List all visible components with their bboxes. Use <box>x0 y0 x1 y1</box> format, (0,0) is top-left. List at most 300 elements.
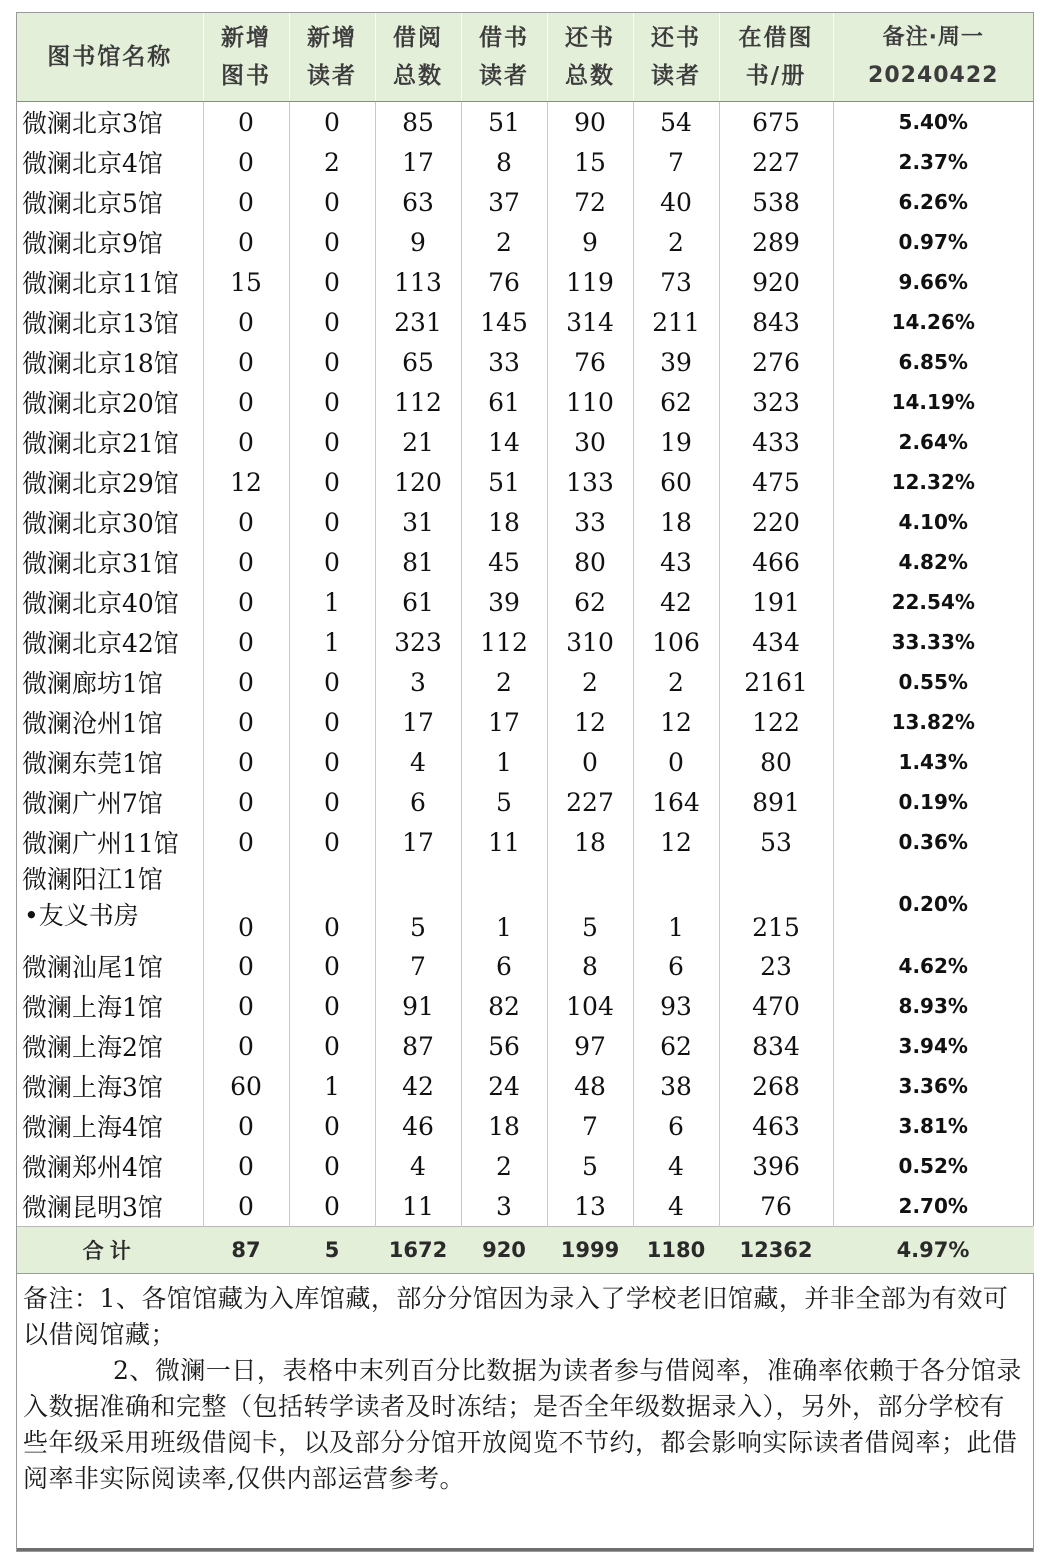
column-header-line: 借阅 <box>393 25 443 51</box>
table-row <box>17 862 1033 946</box>
cell-new-books: 0 <box>203 502 289 542</box>
cell-borrow-readers: 33 <box>461 342 547 382</box>
cell-return-total: 110 <box>547 382 633 422</box>
cell-new-books: 12 <box>203 462 289 502</box>
column-header-2 <box>289 13 375 102</box>
cell-on-loan: 675 <box>719 102 833 143</box>
cell-new-books: 0 <box>203 1106 289 1146</box>
cell-new-books: 15 <box>203 262 289 302</box>
cell-borrow-readers: 2 <box>461 662 547 702</box>
cell-borrow-rate: 13.82% <box>891 710 975 734</box>
cell-borrow-readers: 61 <box>461 382 547 422</box>
cell-return-readers: 6 <box>633 1106 719 1146</box>
library-name-cell <box>17 1186 203 1227</box>
cell-return-total: 0 <box>547 742 633 782</box>
cell-borrow-rate: 9.66% <box>898 270 968 294</box>
library-name-cell <box>17 582 203 622</box>
table-row <box>17 542 1033 582</box>
column-header-line: 图书 <box>221 63 271 89</box>
cell-borrow-total: 85 <box>375 102 461 143</box>
cell-new-readers: 0 <box>289 822 375 862</box>
table-row <box>17 822 1033 862</box>
report-frame <box>16 12 1034 1552</box>
library-name: 微澜北京18馆 <box>22 349 179 378</box>
cell-new-books: 0 <box>203 182 289 222</box>
cell-borrow-readers: 11 <box>461 822 547 862</box>
table-row <box>17 662 1033 702</box>
cell-return-readers: 42 <box>633 582 719 622</box>
cell-on-loan: 323 <box>719 382 833 422</box>
cell-new-books: 0 <box>203 946 289 986</box>
column-header-0 <box>17 13 203 102</box>
cell-borrow-rate: 12.32% <box>891 470 975 494</box>
library-name: 微澜廊坊1馆 <box>22 669 163 698</box>
cell-return-readers: 18 <box>633 502 719 542</box>
cell-new-books: 0 <box>203 702 289 742</box>
cell-return-readers: 60 <box>633 462 719 502</box>
cell-new-books: 0 <box>203 422 289 462</box>
cell-borrow-total: 61 <box>375 582 461 622</box>
table-row <box>17 1026 1033 1066</box>
cell-borrow-rate: 3.36% <box>898 1074 968 1098</box>
cell-borrow-readers: 1 <box>461 862 547 946</box>
cell-borrow-readers: 8 <box>461 142 547 182</box>
cell-borrow-total: 17 <box>375 822 461 862</box>
cell-return-total: 48 <box>547 1066 633 1106</box>
cell-return-readers: 2 <box>633 222 719 262</box>
cell-new-readers: 0 <box>289 422 375 462</box>
cell-new-readers: 0 <box>289 382 375 422</box>
cell-borrow-readers: 6 <box>461 946 547 986</box>
table-row <box>17 102 1033 143</box>
total-new-books: 87 <box>203 1227 289 1274</box>
cell-borrow-readers: 18 <box>461 1106 547 1146</box>
cell-return-readers: 4 <box>633 1146 719 1186</box>
cell-new-readers: 0 <box>289 1186 375 1227</box>
library-name-cell <box>17 986 203 1026</box>
cell-on-loan: 76 <box>719 1186 833 1227</box>
table-row <box>17 1106 1033 1146</box>
cell-return-total: 5 <box>547 1146 633 1186</box>
note-line-1: 备注：1、各馆馆藏为入库馆藏，部分分馆因为录入了学校老旧馆藏，并非全部为有效可以借阅馆藏； <box>23 1284 1009 1349</box>
cell-on-loan: 843 <box>719 302 833 342</box>
cell-new-readers: 0 <box>289 1146 375 1186</box>
cell-return-readers: 43 <box>633 542 719 582</box>
library-name-cell <box>17 1066 203 1106</box>
cell-on-loan: 227 <box>719 142 833 182</box>
cell-return-total: 18 <box>547 822 633 862</box>
cell-new-readers: 0 <box>289 102 375 143</box>
cell-borrow-readers: 3 <box>461 1186 547 1227</box>
library-name: 微澜广州7馆 <box>22 789 163 818</box>
library-name-cell <box>17 382 203 422</box>
table-row <box>17 502 1033 542</box>
total-return-readers: 1180 <box>633 1227 719 1274</box>
table-row <box>17 582 1033 622</box>
cell-borrow-rate: 14.26% <box>891 310 975 334</box>
cell-borrow-total: 7 <box>375 946 461 986</box>
cell-new-readers: 0 <box>289 502 375 542</box>
column-header-line: 图书馆名称 <box>47 44 173 70</box>
cell-new-readers: 0 <box>289 302 375 342</box>
cell-return-readers: 211 <box>633 302 719 342</box>
total-new-readers: 5 <box>289 1227 375 1274</box>
cell-borrow-rate: 4.10% <box>898 510 968 534</box>
cell-borrow-total: 4 <box>375 742 461 782</box>
cell-new-readers: 0 <box>289 986 375 1026</box>
cell-borrow-total: 87 <box>375 1026 461 1066</box>
library-name: 微澜北京11馆 <box>22 269 179 298</box>
cell-borrow-rate: 0.52% <box>898 1154 968 1178</box>
cell-borrow-readers: 18 <box>461 502 547 542</box>
library-name-cell <box>17 1146 203 1186</box>
library-name: 微澜北京30馆 <box>22 509 179 538</box>
cell-borrow-readers: 51 <box>461 102 547 143</box>
cell-borrow-rate: 4.62% <box>898 954 968 978</box>
cell-on-loan: 191 <box>719 582 833 622</box>
library-name: 微澜北京31馆 <box>22 549 179 578</box>
library-name-cell <box>17 502 203 542</box>
cell-return-readers: 7 <box>633 142 719 182</box>
cell-borrow-rate: 1.43% <box>898 750 968 774</box>
cell-new-readers: 0 <box>289 702 375 742</box>
cell-on-loan: 433 <box>719 422 833 462</box>
cell-borrow-rate: 6.26% <box>898 190 968 214</box>
library-name: 微澜东莞1馆 <box>22 749 163 778</box>
cell-return-total: 104 <box>547 986 633 1026</box>
library-name-cell <box>17 342 203 382</box>
cell-new-books: 0 <box>203 102 289 143</box>
library-name: 微澜北京3馆 <box>22 109 163 138</box>
cell-new-books: 60 <box>203 1066 289 1106</box>
library-name: 微澜北京21馆 <box>22 429 179 458</box>
cell-return-readers: 2 <box>633 662 719 702</box>
table-row <box>17 946 1033 986</box>
cell-new-readers: 1 <box>289 1066 375 1106</box>
cell-return-total: 97 <box>547 1026 633 1066</box>
library-name-cell <box>17 302 203 342</box>
cell-new-readers: 0 <box>289 742 375 782</box>
cell-borrow-readers: 14 <box>461 422 547 462</box>
table-row <box>17 1186 1033 1227</box>
cell-return-total: 13 <box>547 1186 633 1227</box>
table-row <box>17 1146 1033 1186</box>
cell-new-books: 0 <box>203 1026 289 1066</box>
library-name: 微澜昆明3馆 <box>22 1193 163 1222</box>
table-row <box>17 382 1033 422</box>
library-name-cell <box>17 462 203 502</box>
library-name-cell <box>17 782 203 822</box>
cell-return-readers: 39 <box>633 342 719 382</box>
library-name: 微澜北京40馆 <box>22 589 179 618</box>
total-borrow-total: 1672 <box>375 1227 461 1274</box>
cell-new-readers: 0 <box>289 342 375 382</box>
cell-on-loan: 475 <box>719 462 833 502</box>
cell-on-loan: 23 <box>719 946 833 986</box>
column-header-line: 总数 <box>565 63 615 89</box>
cell-borrow-total: 31 <box>375 502 461 542</box>
cell-on-loan: 920 <box>719 262 833 302</box>
cell-borrow-rate: 0.20% <box>898 892 968 916</box>
cell-borrow-total: 231 <box>375 302 461 342</box>
cell-new-readers: 0 <box>289 1026 375 1066</box>
cell-borrow-rate: 2.70% <box>898 1194 968 1218</box>
cell-new-books: 0 <box>203 222 289 262</box>
library-name: 微澜北京5馆 <box>22 189 163 218</box>
library-name-cell <box>17 182 203 222</box>
column-header-line: 还书 <box>651 25 701 51</box>
library-name: 微澜北京9馆 <box>22 229 163 258</box>
cell-return-total: 310 <box>547 622 633 662</box>
cell-borrow-total: 4 <box>375 1146 461 1186</box>
cell-return-total: 8 <box>547 946 633 986</box>
library-name: 微澜上海2馆 <box>22 1033 163 1062</box>
cell-return-total: 33 <box>547 502 633 542</box>
cell-new-readers: 1 <box>289 622 375 662</box>
cell-on-loan: 215 <box>719 862 833 946</box>
cell-on-loan: 470 <box>719 986 833 1026</box>
cell-new-readers: 0 <box>289 462 375 502</box>
cell-return-total: 9 <box>547 222 633 262</box>
cell-borrow-total: 3 <box>375 662 461 702</box>
cell-return-readers: 93 <box>633 986 719 1026</box>
cell-new-books: 0 <box>203 742 289 782</box>
cell-new-readers: 0 <box>289 946 375 986</box>
library-name-cell <box>17 422 203 462</box>
cell-on-loan: 434 <box>719 622 833 662</box>
total-return-total: 1999 <box>547 1227 633 1274</box>
cell-borrow-readers: 76 <box>461 262 547 302</box>
cell-borrow-rate: 3.94% <box>898 1034 968 1058</box>
cell-borrow-rate: 14.19% <box>891 390 975 414</box>
cell-new-readers: 0 <box>289 182 375 222</box>
column-header-5 <box>547 13 633 102</box>
total-rate: 4.97% <box>833 1227 1033 1274</box>
library-name-cell <box>17 862 203 946</box>
cell-borrow-rate: 0.19% <box>898 790 968 814</box>
cell-new-readers: 0 <box>289 262 375 302</box>
header-row <box>17 13 1033 102</box>
table-row <box>17 342 1033 382</box>
cell-on-loan: 463 <box>719 1106 833 1146</box>
table-row <box>17 1066 1033 1106</box>
cell-new-readers: 2 <box>289 142 375 182</box>
column-header-6 <box>633 13 719 102</box>
cell-new-books: 0 <box>203 542 289 582</box>
cell-return-readers: 164 <box>633 782 719 822</box>
library-name-cell <box>17 102 203 143</box>
cell-on-loan: 53 <box>719 822 833 862</box>
cell-borrow-total: 63 <box>375 182 461 222</box>
cell-new-books: 0 <box>203 1146 289 1186</box>
cell-borrow-total: 17 <box>375 142 461 182</box>
library-name-cell <box>17 742 203 782</box>
column-header-line: 读者 <box>479 63 529 89</box>
cell-return-readers: 19 <box>633 422 719 462</box>
cell-borrow-total: 46 <box>375 1106 461 1146</box>
cell-borrow-readers: 2 <box>461 1146 547 1186</box>
column-header-8 <box>833 13 1033 102</box>
cell-new-readers: 0 <box>289 222 375 262</box>
cell-on-loan: 268 <box>719 1066 833 1106</box>
cell-borrow-total: 6 <box>375 782 461 822</box>
cell-on-loan: 220 <box>719 502 833 542</box>
cell-return-total: 72 <box>547 182 633 222</box>
column-header-1 <box>203 13 289 102</box>
cell-return-readers: 12 <box>633 822 719 862</box>
cell-new-readers: 0 <box>289 662 375 702</box>
library-name: 微澜阳江1馆 <box>22 865 163 894</box>
cell-borrow-readers: 45 <box>461 542 547 582</box>
cell-return-total: 90 <box>547 102 633 143</box>
cell-borrow-rate: 33.33% <box>891 630 975 654</box>
cell-borrow-readers: 145 <box>461 302 547 342</box>
library-name-cell <box>17 222 203 262</box>
library-name: 微澜郑州4馆 <box>22 1153 163 1182</box>
cell-borrow-total: 17 <box>375 702 461 742</box>
cell-return-readers: 54 <box>633 102 719 143</box>
cell-borrow-rate: 6.85% <box>898 350 968 374</box>
cell-new-readers: 0 <box>289 782 375 822</box>
cell-new-books: 0 <box>203 382 289 422</box>
cell-borrow-readers: 39 <box>461 582 547 622</box>
cell-borrow-rate: 22.54% <box>891 590 975 614</box>
cell-new-books: 0 <box>203 142 289 182</box>
library-name-cell <box>17 142 203 182</box>
library-name-cell <box>17 1106 203 1146</box>
table-row <box>17 742 1033 782</box>
cell-on-loan: 538 <box>719 182 833 222</box>
column-header-4 <box>461 13 547 102</box>
library-name-cell <box>17 702 203 742</box>
cell-on-loan: 80 <box>719 742 833 782</box>
library-name-cell <box>17 542 203 582</box>
library-name: 微澜北京4馆 <box>22 149 163 178</box>
table-row <box>17 182 1033 222</box>
cell-on-loan: 834 <box>719 1026 833 1066</box>
cell-return-total: 119 <box>547 262 633 302</box>
cell-return-readers: 62 <box>633 1026 719 1066</box>
cell-borrow-readers: 2 <box>461 222 547 262</box>
table-row <box>17 422 1033 462</box>
cell-return-total: 30 <box>547 422 633 462</box>
total-borrow-readers: 920 <box>461 1227 547 1274</box>
library-name: 微澜广州11馆 <box>22 829 179 858</box>
cell-borrow-total: 42 <box>375 1066 461 1106</box>
library-name-cell <box>17 662 203 702</box>
library-name-cell <box>17 262 203 302</box>
cell-on-loan: 289 <box>719 222 833 262</box>
table-row <box>17 302 1033 342</box>
cell-borrow-total: 21 <box>375 422 461 462</box>
cell-borrow-total: 65 <box>375 342 461 382</box>
cell-new-readers: 1 <box>289 582 375 622</box>
total-row <box>17 1227 1033 1274</box>
cell-borrow-readers: 51 <box>461 462 547 502</box>
column-header-line: 读者 <box>651 63 701 89</box>
cell-borrow-total: 81 <box>375 542 461 582</box>
cell-borrow-readers: 5 <box>461 782 547 822</box>
table-row <box>17 142 1033 182</box>
cell-new-books: 0 <box>203 822 289 862</box>
column-header-7 <box>719 13 833 102</box>
cell-borrow-rate: 8.93% <box>898 994 968 1018</box>
cell-return-readers: 40 <box>633 182 719 222</box>
cell-return-readers: 6 <box>633 946 719 986</box>
column-header-line: 总数 <box>393 63 443 89</box>
cell-borrow-readers: 17 <box>461 702 547 742</box>
cell-return-total: 76 <box>547 342 633 382</box>
cell-borrow-readers: 37 <box>461 182 547 222</box>
cell-new-books: 0 <box>203 986 289 1026</box>
cell-new-books: 0 <box>203 342 289 382</box>
cell-new-readers: 0 <box>289 1106 375 1146</box>
cell-on-loan: 891 <box>719 782 833 822</box>
table-row <box>17 702 1033 742</box>
cell-borrow-total: 112 <box>375 382 461 422</box>
cell-borrow-total: 9 <box>375 222 461 262</box>
cell-return-readers: 1 <box>633 862 719 946</box>
cell-return-total: 12 <box>547 702 633 742</box>
cell-borrow-readers: 24 <box>461 1066 547 1106</box>
table-body <box>17 102 1033 1227</box>
cell-return-total: 80 <box>547 542 633 582</box>
cell-borrow-rate: 0.97% <box>898 230 968 254</box>
cell-borrow-rate: 0.55% <box>898 670 968 694</box>
cell-return-readers: 4 <box>633 1186 719 1227</box>
library-name: 微澜汕尾1馆 <box>22 953 163 982</box>
cell-return-total: 5 <box>547 862 633 946</box>
cell-borrow-total: 11 <box>375 1186 461 1227</box>
cell-borrow-total: 5 <box>375 862 461 946</box>
cell-new-readers: 0 <box>289 862 375 946</box>
cell-new-books: 0 <box>203 302 289 342</box>
cell-borrow-total: 120 <box>375 462 461 502</box>
cell-on-loan: 396 <box>719 1146 833 1186</box>
library-name: 微澜上海1馆 <box>22 993 163 1022</box>
library-name-cell <box>17 1026 203 1066</box>
cell-on-loan: 466 <box>719 542 833 582</box>
column-header-line: 在借图 <box>738 25 814 51</box>
column-header-line: 新增 <box>221 25 271 51</box>
cell-new-books: 0 <box>203 582 289 622</box>
cell-return-total: 227 <box>547 782 633 822</box>
cell-return-total: 314 <box>547 302 633 342</box>
cell-return-readers: 38 <box>633 1066 719 1106</box>
cell-borrow-rate: 5.40% <box>898 110 968 134</box>
total-label: 合计 <box>17 1227 203 1274</box>
table-row <box>17 986 1033 1026</box>
table-row <box>17 262 1033 302</box>
library-name: 微澜上海3馆 <box>22 1073 163 1102</box>
cell-new-books: 0 <box>203 782 289 822</box>
library-name: 微澜上海4馆 <box>22 1113 163 1142</box>
library-name-cell <box>17 822 203 862</box>
cell-borrow-rate: 2.64% <box>898 430 968 454</box>
column-header-line: 读者 <box>307 63 357 89</box>
notes-section <box>23 1281 1027 1497</box>
cell-return-readers: 73 <box>633 262 719 302</box>
cell-new-books: 0 <box>203 662 289 702</box>
cell-borrow-readers: 56 <box>461 1026 547 1066</box>
cell-borrow-readers: 82 <box>461 986 547 1026</box>
column-header-line: 新增 <box>307 25 357 51</box>
cell-return-readers: 12 <box>633 702 719 742</box>
cell-return-total: 133 <box>547 462 633 502</box>
table-row <box>17 782 1033 822</box>
cell-borrow-total: 323 <box>375 622 461 662</box>
library-name-cell <box>17 622 203 662</box>
